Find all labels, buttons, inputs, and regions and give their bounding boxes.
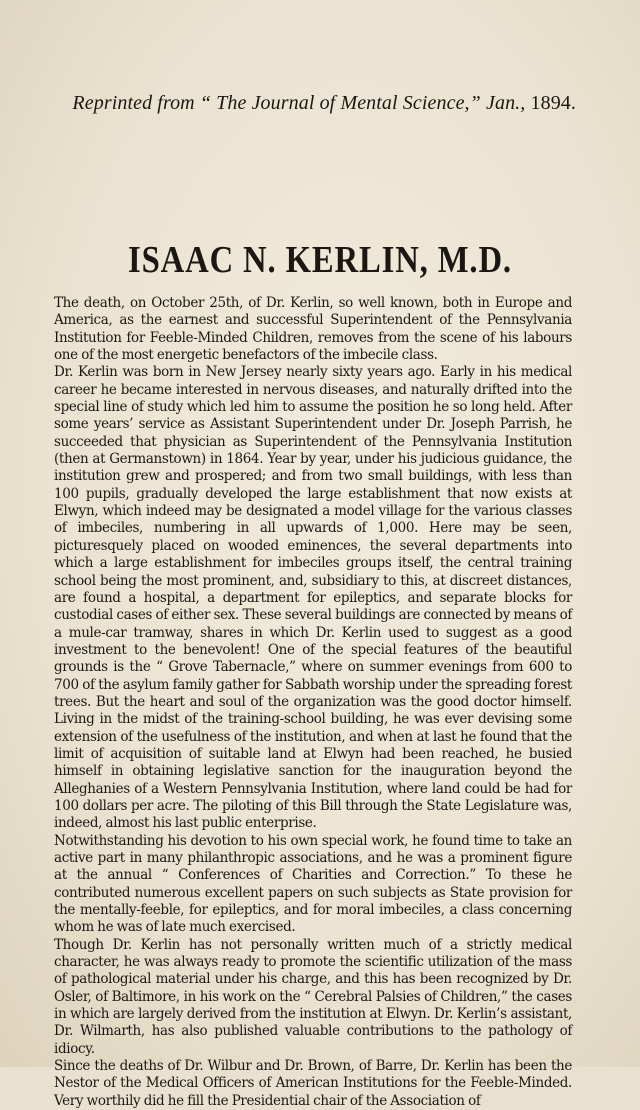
reprint-prefix: Reprinted from	[72, 92, 195, 114]
article-paragraph: The death, on October 25th, of Dr. Kerlin, so well known, both in Europe and America, as the earnest and successful Superintendent of the Pennsylvania Institution for Feeble-Minded Children, removes from the scene of his labours one of the most energetic benefactors of the imbecile class.	[54, 295, 572, 364]
article-paragraph: Notwithstanding his devotion to his own special work, he found time to take an active part in many philanthropic associations, and he was a prominent figure at the annual “ Conferences of Charities and Correction.” To these he contributed numerous excellent papers on such subjects as State provision for the mentally-feeble, for epileptics, and for moral imbeciles, a class concerning whom he was of late much exercised.	[54, 832, 572, 936]
article-body	[54, 295, 572, 1110]
reprint-header	[34, 91, 576, 115]
article-paragraph: Dr. Kerlin was born in New Jersey nearly sixty years ago. Early in his medical career he became interested in nervous diseases, and naturally drifted into the special line of study which led him to assume the position he so long held. After some years’ service as Assistant Superintendent under Dr. Joseph Parrish, he succeeded that physician as Superintendent of the Pennsylvania Institution (then at Germanstown) in 1864. Year by year, under his judicious guidance, the institution grew and prospered; and from two small buildings, with less than 100 pupils, gradually developed the large establishment that now exists at Elwyn, which indeed may be designated a model village for the various classes of imbeciles, numbering in all upwards of 1,000. Here may be seen, picturesquely placed on wooded eminences, the several departments into which a large establishment for imbeciles groups itself, the central training school being the most prominent, and, subsidiary to this, at discreet distances, are found a hospital, a department for epileptics, and separate blocks for custodial cases of either sex. These several buildings are connected by means of a mule-car tramway, shares in which Dr. Kerlin used to suggest as a good investment to the benevolent! One of the special features of the beautiful grounds is the “ Grove Tabernacle,” where on summer evenings from 600 to 700 of the asylum family gather for Sabbath worship under the spreading forest trees. But the heart and soul of the organization was the good doctor himself. Living in the midst of the training-school building, he was ever devising some extension of the usefulness of the institution, and when at last he found that the limit of acquisition of suitable land at Elwyn had been reached, he busied himself in obtaining legislative sanction for the inauguration beyond the Alleghanies of a Western Pennsylvania Institution, where land could be had for 100 dollars per acre. The piloting of this Bill through the State Legislature was, indeed, almost his last public enterprise.	[54, 364, 573, 832]
article-paragraph: Since the deaths of Dr. Wilbur and Dr. Brown, of Barre, Dr. Kerlin has been the Nestor of the Medical Officers of American Institutions for the Feeble-Minded. Very worthily did he fill the Presidential chair of the Association of	[54, 1058, 572, 1109]
issue-year: 1894.	[530, 92, 576, 114]
issue-month: Jan.,	[486, 92, 526, 114]
article-paragraph: Though Dr. Kerlin has not personally written much of a strictly medical character, he was always ready to promote the scientific utilization of the mass of pathological material under his charge, and this has been recognized by Dr. Osler, of Baltimore, in his work on the “ Cerebral Palsies of Children,” the cases in which are largely derived from the institution at Elwyn. Dr. Kerlin’s assistant, Dr. Wilmarth, has also published valuable contributions to the pathology of idiocy.	[54, 936, 572, 1057]
article-title: ISAAC N. KERLIN, M.D.	[128, 239, 512, 281]
journal-title: “ The Journal of Mental Science,”	[199, 92, 481, 114]
